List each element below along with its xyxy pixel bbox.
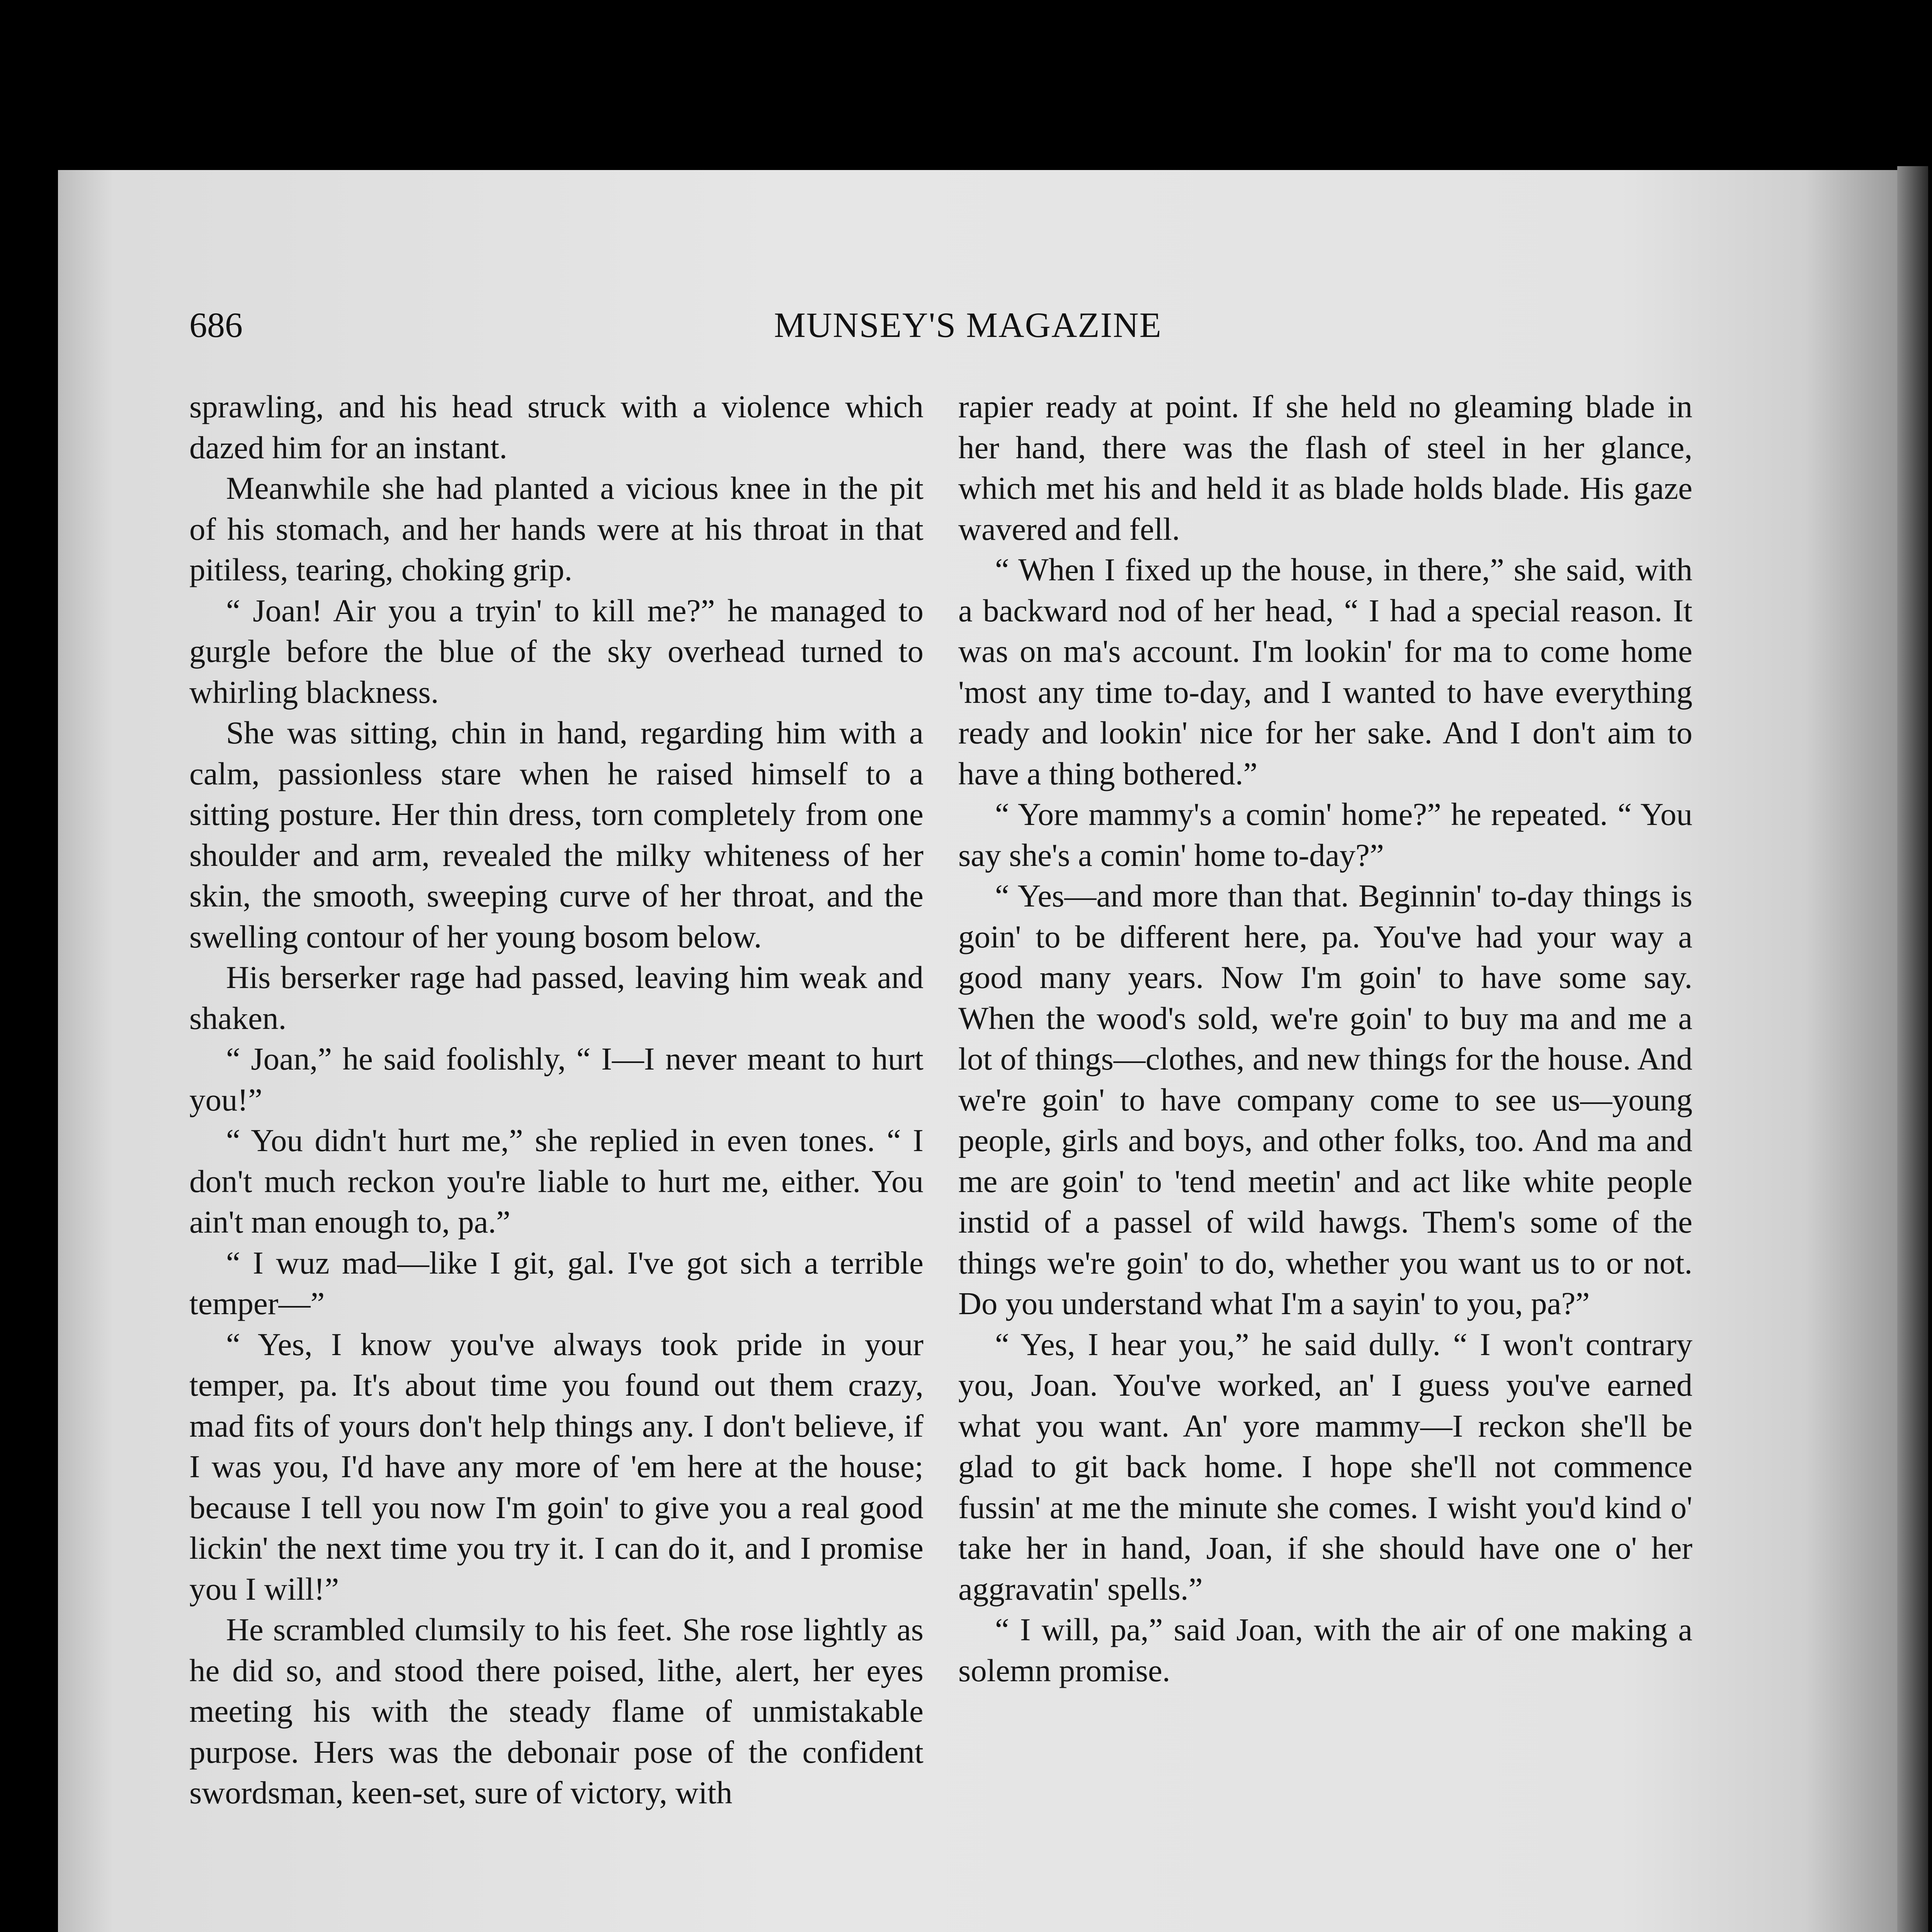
- running-head: MUNSEY'S MAGAZINE: [774, 305, 1162, 345]
- paragraph: “ You didn't hurt me,” she replied in even tones. “ I don't much reckon you're liable to hurt me, either. You ain't man enough to, pa.”: [189, 1122, 923, 1240]
- paragraph: “ Yes, I know you've always took pride in your temper, pa. It's about time you found out them crazy, mad fits of yours don't help things any. I don't believe, if I was you, I'd have any more of 'em here at the house; because I tell you now I'm goin' to give you a real good lickin' the next time you try it. I can do it, and I promise you I will!”: [189, 1326, 923, 1607]
- paragraph: He scrambled clumsily to his feet. She rose lightly as he did so, and stood there poised, lithe, alert, her eyes meeting his with the steady flame of unmistakable purpose. Hers was the debonair pose of the confident swordsman, keen-set, sure of victory, with: [189, 1612, 923, 1810]
- paragraph: She was sitting, chin in hand, regarding him with a calm, passionless stare when he raised himself to a sitting posture. Her thin dress, torn completely from one shoulder and arm, revealed the milky whiteness of her skin, the smooth, sweeping curve of her throat, and the swelling contour of her young bosom below.: [189, 715, 923, 954]
- left-text-column: [189, 386, 923, 1813]
- page-number: 686: [189, 305, 243, 345]
- paragraph: “ Joan! Air you a tryin' to kill me?” he managed to gurgle before the blue of the sky overhead turned to whirling blackness.: [189, 592, 923, 710]
- page-gutter-shadow: [1897, 166, 1928, 1932]
- right-text-column: [958, 386, 1692, 1691]
- paragraph: rapier ready at point. If she held no gleaming blade in her hand, there was the flash of steel in her glance, which met his and held it as blade holds blade. His gaze wavered and fell.: [958, 389, 1692, 547]
- paragraph: “ Yore mammy's a comin' home?” he repeated. “ You say she's a comin' home to-day?”: [958, 796, 1692, 873]
- paragraph: Meanwhile she had planted a vicious knee in the pit of his stomach, and her hands were at his throat in that pitiless, tearing, choking grip.: [189, 470, 923, 587]
- page-header: [189, 304, 1747, 359]
- paragraph: “ When I fixed up the house, in there,” she said, with a backward nod of her head, “ I had a special reason. It was on ma's account. I'm lookin' for ma to come home 'most any time to-day, and I wanted to have everything ready and lookin' nice for her sake. And I don't aim to have a thing bothered.”: [958, 552, 1692, 791]
- paragraph: “ Yes, I hear you,” he said dully. “ I won't contrary you, Joan. You've worked, an' I guess you've earned what you want. An' yore mammy—I reckon she'll be glad to git back home. I hope she'll not commence fussin' at me the minute she comes. I wisht you'd kind o' take her in hand, Joan, if she should have one o' her aggravatin' spells.”: [958, 1326, 1692, 1607]
- paragraph: “ Yes—and more than that. Beginnin' to-day things is goin' to be different here, pa. You've had your way a good many years. Now I'm goin' to have some say. When the wood's sold, we're goin' to buy ma and me a lot of things—clothes, and new things for the house. And we're goin' to have company come to see us—young people, girls and boys, and other folks, too. And ma and me are goin' to 'tend meetin' and act like white people instid of a passel of wild hawgs. Them's some of the things we're goin' to do, whether you want us to or not. Do you understand what I'm a sayin' to you, pa?”: [958, 878, 1692, 1321]
- paragraph: “ I wuz mad—like I git, gal. I've got sich a terrible temper—”: [189, 1245, 923, 1321]
- paragraph: sprawling, and his head struck with a violence which dazed him for an instant.: [189, 389, 923, 465]
- scan-top-border: [0, 0, 1932, 170]
- paragraph: “ I will, pa,” said Joan, with the air of one making a solemn promise.: [958, 1612, 1692, 1688]
- scan-right-border: [1928, 170, 1932, 1932]
- paragraph: “ Joan,” he said foolishly, “ I—I never meant to hurt you!”: [189, 1041, 923, 1117]
- paragraph: His berserker rage had passed, leaving him weak and shaken.: [189, 959, 923, 1036]
